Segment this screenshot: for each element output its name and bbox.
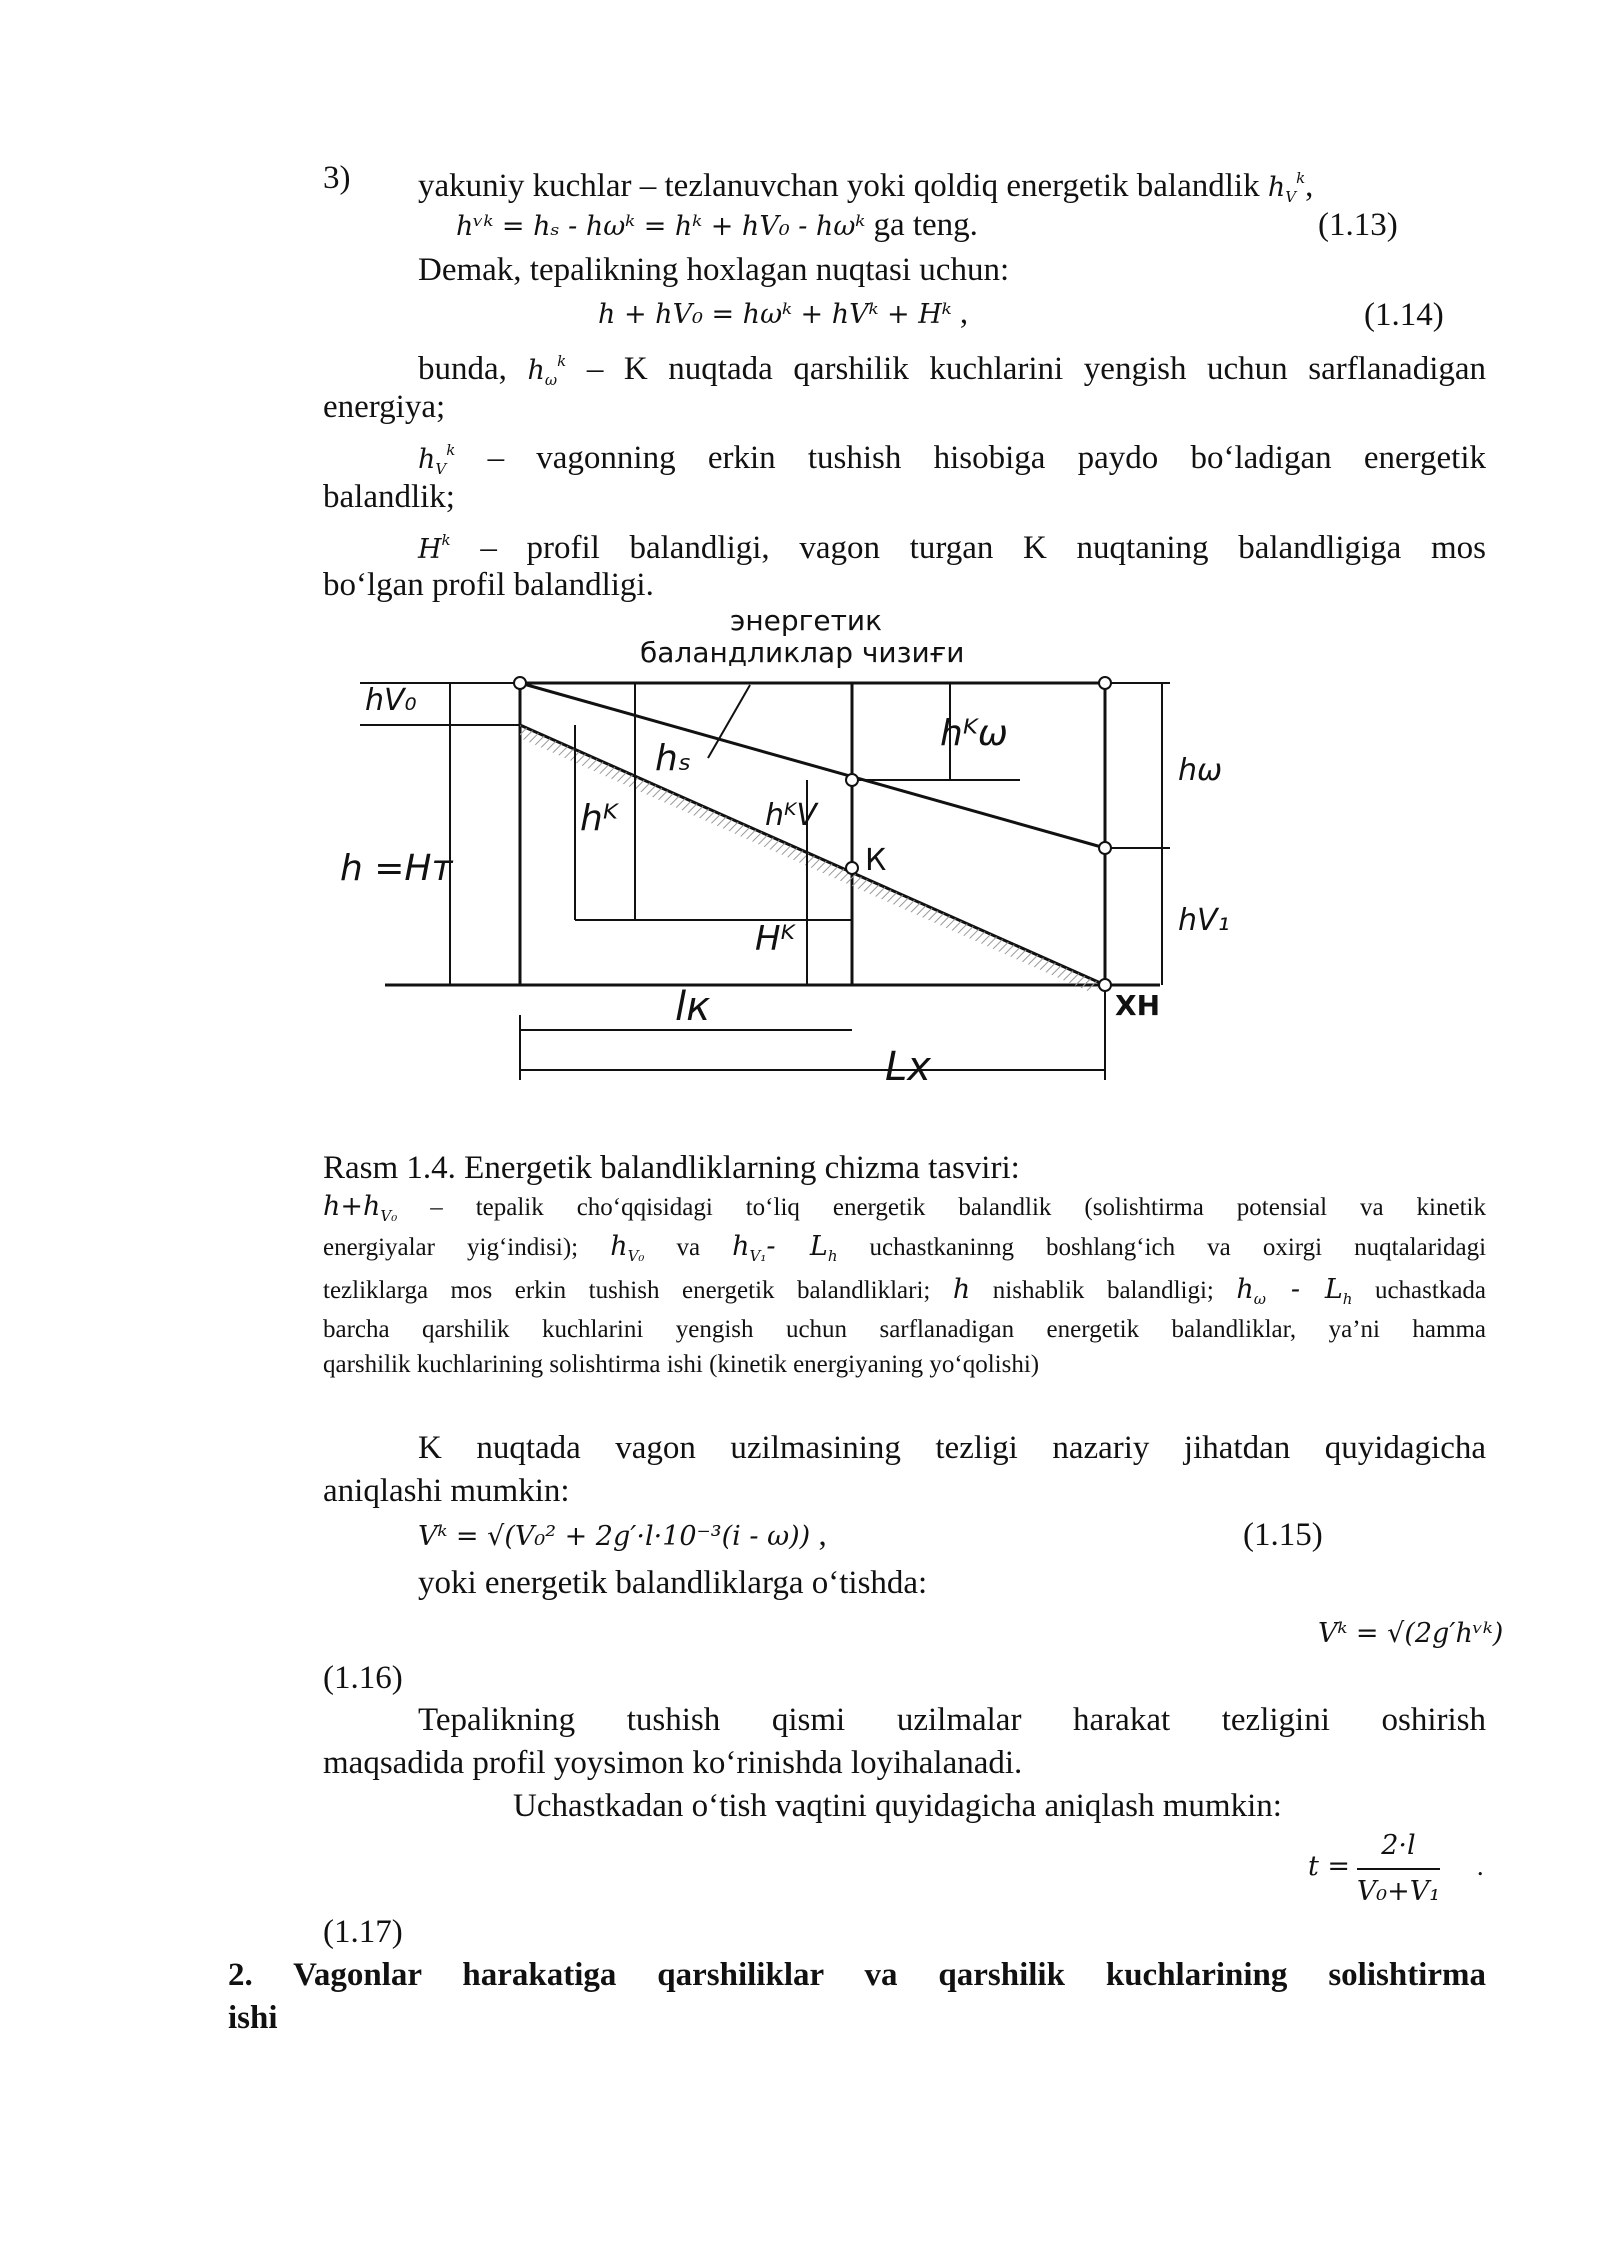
symbol-hw-Lh: $h_\omega - L_h$: [1236, 1274, 1353, 1308]
label-XH: ХН: [1115, 989, 1161, 1022]
definition-cont: energiya;: [323, 389, 446, 425]
symbol-hvk: [1267, 169, 1306, 206]
paragraph-yoki: yoki energetik balandliklarga o‘tishda:: [418, 1565, 928, 1601]
figure-title-line1: энергетик: [730, 610, 883, 637]
label-Lx: Lх: [885, 1044, 931, 1090]
symbol-sup: k: [1296, 169, 1306, 187]
definition-cont: bo‘lgan profil balandligi.: [323, 567, 654, 603]
definition-hwk: [418, 341, 1486, 400]
label-lk: lк: [675, 984, 711, 1030]
equation-formula: h + hV₀ = hωᵏ + hVᵏ + Hᵏ: [598, 299, 952, 330]
definition-cont: balandlik;: [323, 479, 455, 515]
label-hwk: hᴷω: [940, 713, 1008, 754]
equation-formula: Vᵏ = √(2g′hᵛᵏ): [1318, 1618, 1504, 1649]
caption-text: energiyalar yig‘indisi);: [323, 1234, 579, 1261]
equation-suffix: ,: [818, 1517, 827, 1553]
paragraph-k-line2: aniqlashi mumkin:: [323, 1473, 570, 1509]
caption-text: uchastkada: [1374, 1277, 1487, 1304]
definition-text: – K nuqtada qarshilik kuchlarini yengish uchun sarflanadigan: [586, 351, 1487, 387]
list-number: 3): [323, 160, 351, 196]
label-Hk: Hᴷ: [755, 919, 795, 959]
caption-text: nishablik balandligi;: [992, 1277, 1214, 1304]
item3-body: yakuniy kuchlar – tezlanuvchan yoki qoldiq energetik balandlik: [418, 168, 1260, 204]
equation-lhs: t =: [1308, 1851, 1351, 1883]
equation-number: (1.13): [1318, 207, 1398, 243]
fraction-denominator: V₀+V₁: [1356, 1876, 1441, 1907]
symbol-h: h: [952, 1274, 971, 1305]
symbol-hv1-Lh: $h_{V_1}-$ $L_h$: [732, 1231, 838, 1265]
symbol-h-plus-hv0: $h+h_{V_0}$: [323, 1191, 398, 1225]
paragraph-tepalik-line2: maqsadida profil yoysimon ko‘rinishda loyihalanadi.: [323, 1745, 1023, 1781]
label-K: К: [865, 843, 887, 878]
caption-text: – tepalik cho‘qqisidagi to‘liq energetik balandlik (solishtirma potensial va kinetik: [430, 1194, 1486, 1221]
caption-line5: qarshilik kuchlarining solishtirma ishi (kinetik energiyaning yo‘qolishi): [323, 1351, 1040, 1378]
label-hvk: hᴷV: [765, 798, 817, 833]
equation-formula: hᵛᵏ = hₛ - hωᵏ = hᵏ + hV₀ - hωᵏ: [456, 211, 866, 242]
equation-number: (1.15): [1243, 1517, 1323, 1553]
paragraph-uchastka: Uchastkadan o‘tish vaqtini quyidagicha aniqlash mumkin:: [513, 1788, 1282, 1824]
label-hV0: hV₀: [365, 683, 417, 718]
caption-text: tezliklarga mos erkin tushish energetik balandliklari;: [323, 1277, 931, 1304]
label-hV1: hV₁: [1178, 903, 1230, 938]
figure-caption-title: Rasm 1.4. Energetik balandliklarning chizma tasviri:: [323, 1150, 1020, 1186]
symbol-sub: V: [1285, 188, 1297, 206]
equation-formula: Vᵏ = √(V₀² + 2g′·l·10⁻³(i - ω)): [418, 1521, 811, 1552]
label-h-eq-HT: h =Hт: [340, 848, 453, 889]
equation-1-13: [456, 205, 978, 247]
equation-number: (1.16): [323, 1660, 403, 1696]
symbol-Hk: $H^k$: [418, 531, 451, 565]
equation-number: (1.14): [1364, 297, 1444, 333]
symbol-hv0: $h_{V_0}$: [610, 1231, 645, 1265]
definition-text: – vagonning erkin tushish hisobiga paydo bo‘ladigan energetik: [487, 440, 1487, 476]
equation-suffix: .: [1476, 1851, 1484, 1882]
equation-1-15: [418, 1515, 827, 1557]
paragraph-demak: Demak, tepalikning hoxlagan nuqtasi uchun:: [418, 252, 1010, 288]
definition-hvk: [418, 430, 1486, 489]
paragraph-tepalik-line1: Tepalikning tushish qismi uzilmalar harakat tezligini oshirish: [418, 1702, 1486, 1738]
equation-suffix: ga teng.: [873, 207, 978, 243]
symbol-hwk: $h_\omega^k$: [527, 352, 567, 389]
section-heading-line1: 2. Vagonlar harakatiga qarshiliklar va qarshilik kuchlarining solishtirma: [228, 1957, 1486, 1993]
caption-line2: [323, 1230, 1486, 1273]
label-hw: hω: [1178, 753, 1223, 788]
label-hk: hᴷ: [580, 798, 618, 839]
equation-1-17: [1308, 1826, 1484, 1912]
section-heading-line2: ishi: [228, 2000, 278, 2036]
definition-text: – profil balandligi, vagon turgan K nuqtaning balandligiga mos: [480, 530, 1486, 566]
figure-title-line2: баландликлар чизиғи: [640, 636, 965, 669]
symbol-hvk: $h_V^k$: [418, 441, 456, 478]
equation-1-16: [1318, 1612, 1503, 1654]
definition-prefix: bunda,: [418, 351, 507, 387]
energy-heights-figure: [330, 610, 1230, 1110]
label-hs: hₛ: [655, 738, 692, 779]
definition-Hk: [418, 520, 1486, 570]
paragraph-k-line1: K nuqtada vagon uzilmasining tezligi nazariy jihatdan quyidagicha: [418, 1430, 1486, 1466]
caption-line3: [323, 1273, 1486, 1316]
equation-fraction: [1357, 1826, 1440, 1912]
caption-text: va: [676, 1234, 701, 1261]
symbol-main: h: [1267, 172, 1286, 203]
caption-line1: [323, 1190, 1486, 1233]
item3-tail: ,: [1305, 168, 1314, 204]
caption-line4: barcha qarshilik kuchlarini yengish uchun sarflanadigan energetik balandliklar, ya’ni hamma: [323, 1316, 1486, 1343]
equation-suffix: ,: [959, 295, 969, 331]
caption-text: uchastkaninng boshlang‘ich va oxirgi nuqtalaridagi: [869, 1234, 1487, 1261]
fraction-numerator: 2·l: [1357, 1826, 1440, 1870]
equation-1-14: [598, 293, 968, 335]
equation-number: (1.17): [323, 1914, 403, 1950]
